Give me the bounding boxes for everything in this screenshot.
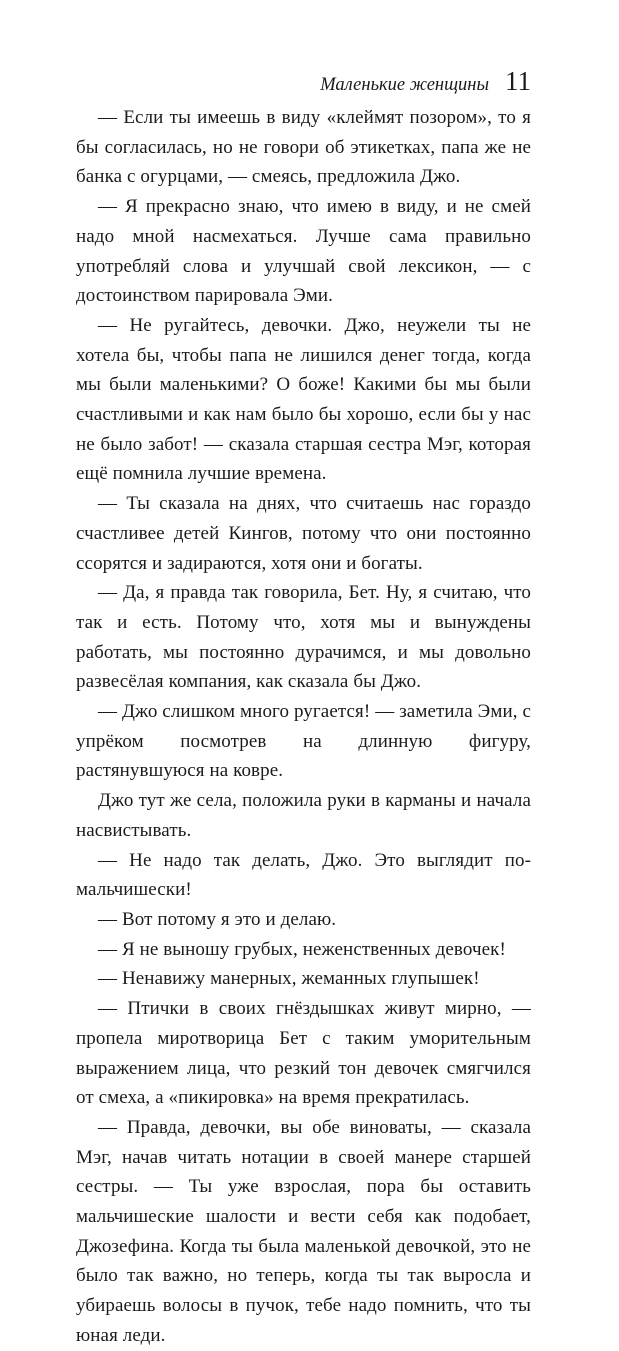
paragraph: — Ненавижу манерных, жеманных глупышек!	[98, 968, 480, 990]
paragraph: — Ты сказала на днях, что считаешь нас гораздо счастливее детей Кингов, потому что они постоянно ссорятся и задираются, хотя они и богаты.	[76, 493, 531, 574]
paragraph: — Я прекрасно знаю, что имею в виду, и не смей надо мной насмехаться. Лучше сама правильно употребляй слова и улучшай свой лексикон, — с достоинством парировала Эми.	[76, 196, 531, 307]
paragraph: — Птички в своих гнёздышках живут мирно, — пропела миротворица Бет с таким уморительным выражением лица, что резкий тон девочек смягчился от смеха, а «пикировка» на время прекратилась.	[76, 998, 531, 1109]
paragraph: Джо тут же села, положила руки в карманы и начала насвистывать.	[76, 790, 531, 841]
paragraph: — Если ты имеешь в виду «клеймят позором», то я бы согласилась, но не говори об этикетках, папа же не банка с огурцами, — смеясь, предложила Джо.	[76, 107, 531, 188]
body-text	[76, 103, 531, 1351]
running-header	[76, 66, 531, 102]
paragraph: — Джо слишком много ругается! — заметила Эми, с упрёком посмотрев на длинную фигуру, растянувшуюся на ковре.	[76, 701, 531, 782]
paragraph: — Не ругайтесь, девочки. Джо, неужели ты не хотела бы, чтобы папа не лишился денег тогда, когда мы были маленькими? О боже! Какими бы мы были счастливыми и как нам было бы хорошо, если бы у нас не было забот! — сказала старшая сестра Мэг, которая ещё помнила лучшие времена.	[76, 314, 531, 485]
paragraph: — Да, я правда так говорила, Бет. Ну, я считаю, что так и есть. Потому что, хотя мы и вынуждены работать, мы постоянно дурачимся, и мы довольно развесёлая компания, как сказала бы Джо.	[76, 582, 531, 693]
paragraph: — Я не выношу грубых, неженственных девочек!	[98, 938, 506, 960]
page-number: 11	[505, 66, 531, 96]
paragraph: — Вот потому я это и делаю.	[98, 908, 337, 930]
running-title: Маленькие женщины	[320, 75, 489, 95]
paragraph: — Правда, девочки, вы обе виноваты, — сказала Мэг, начав читать нотации в своей манере старшей сестры. — Ты уже взрослая, пора бы оставить мальчишеские шалости и вести себя как подобает, Джозефина. Когда ты была маленькой девочкой, это не было так важно, но теперь, когда ты так выросла и убираешь волосы в пучок, тебе надо помнить, что ты юная леди.	[76, 1116, 531, 1346]
paragraph: — Не надо так делать, Джо. Это выглядит по-мальчишески!	[76, 849, 531, 901]
